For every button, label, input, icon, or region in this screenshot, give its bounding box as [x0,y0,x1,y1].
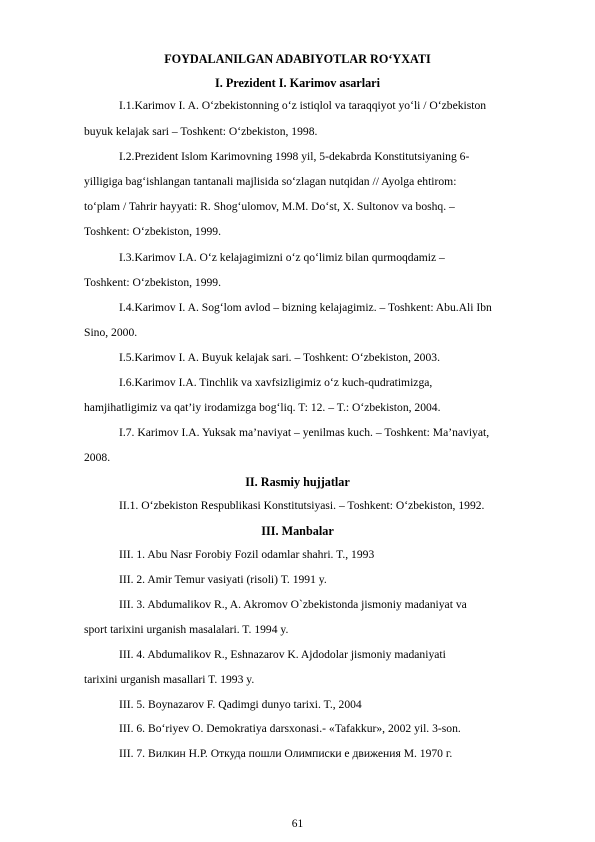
ref-i2-line3: to‘plam / Tahrir hayyati: R. Shog‘ulomov, M.M. Do‘st, X. Sultonov va boshq. – [84,200,455,213]
ref-i3-line1: I.3.Karimov I.A. O‘z kelajagimizni o‘z qo‘limiz bilan qurmoqdamiz – [119,251,445,264]
ref-i1-line2: buyuk kelajak sari – Toshkent: O‘zbekiston, 1998. [84,125,318,138]
ref-iii1-line1: III. 1. Abu Nasr Forobiy Fozil odamlar shahri. T., 1993 [119,548,375,561]
section-title-1: I. Prezident I. Karimov asarlari [215,76,380,90]
ref-iii3-line1: III. 3. Abdumalikov R., A. Akromov O`zbekistonda jismoniy madaniyat va [119,598,467,611]
ref-iii5-line1: III. 5. Boynazarov F. Qadimgi dunyo tarixi. T., 2004 [119,698,362,711]
section-title-3: III. Manbalar [261,524,334,538]
ref-iii3-line2: sport tarixini urganish masalalari. T. 1994 y. [84,623,289,636]
ref-i7-line2: 2008. [84,451,111,464]
ref-i2-line4: Toshkent: O‘zbekiston, 1999. [84,225,222,238]
ref-i4-line2: Sino, 2000. [84,326,138,339]
ref-i7-line1: I.7. Karimov I.A. Yuksak ma’naviyat – yenilmas kuch. – Toshkent: Ma’naviyat, [119,426,490,439]
page-number: 61 [291,818,304,830]
ref-i2-line1: I.2.Prezident Islom Karimovning 1998 yil, 5-dekabrda Konstitutsiyaning 6- [119,150,470,163]
page-heading: FOYDALANILGAN ADABIYOTLAR RO‘YXATI [164,52,431,66]
ref-i6-line1: I.6.Karimov I.A. Tinchlik va xavfsizligimiz o‘z kuch-qudratimizga, [119,376,433,389]
ref-i2-line2: yilligiga bag‘ishlangan tantanali majlisida so‘zlagan nutqidan // Ayolga ehtirom: [84,175,457,188]
ref-iii7-line1: III. 7. Вилкин Н.Р. Откуда пошли Олимписки е движения М. 1970 г. [119,747,453,760]
ref-iii4-line1: III. 4. Abdumalikov R., Eshnazarov K. Ajdodolar jismoniy madaniyati [119,648,446,661]
ref-i3-line2: Toshkent: O‘zbekiston, 1999. [84,276,222,289]
ref-i5-line1: I.5.Karimov I. A. Buyuk kelajak sari. – Toshkent: O‘zbekiston, 2003. [119,351,440,364]
section-title-2: II. Rasmiy hujjatlar [245,475,350,489]
ref-i1-line1: I.1.Karimov I. A. O‘zbekistonning o‘z istiqlol va taraqqiyot yo‘li / O‘zbekiston [119,99,487,112]
ref-ii1-line1: II.1. O‘zbekiston Respublikasi Konstitutsiyasi. – Toshkent: O‘zbekiston, 1992. [119,499,485,512]
ref-iii4-line2: tarixini urganish masallari T. 1993 y. [84,673,255,686]
ref-i4-line1: I.4.Karimov I. A. Sog‘lom avlod – bizning kelajagimiz. – Toshkent: Abu.Ali Ibn [119,301,492,314]
ref-i6-line2: hamjihatligimiz va qat’iy irodamizga bog‘liq. T: 12. – T.: O‘zbekiston, 2004. [84,401,441,414]
ref-iii2-line1: III. 2. Amir Temur vasiyati (risoli) T. 1991 y. [119,573,327,586]
ref-iii6-line1: III. 6. Bo‘riyev O. Demokratiya darsxonasi.- «Tafakkur», 2002 yil. 3-son. [119,722,461,735]
